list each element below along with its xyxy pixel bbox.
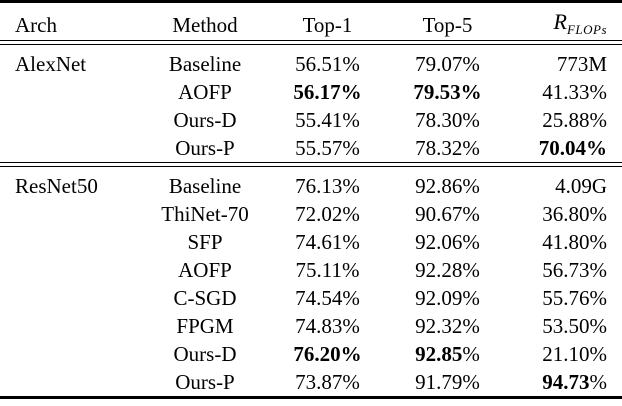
rflops-cell: 94.73% (542, 370, 607, 394)
method-cell: ThiNet-70 (161, 202, 249, 226)
top1-cell: 76.20% (293, 342, 362, 366)
rflops-cell: 53.50% (542, 314, 607, 338)
top5-cell: 91.79% (415, 370, 480, 394)
table-row (0, 134, 622, 162)
table-section-alexnet (0, 45, 622, 162)
method-cell: Ours-P (175, 370, 235, 394)
top5-cell: 78.30% (415, 108, 480, 132)
method-cell: FPGM (176, 314, 234, 338)
method-cell: SFP (187, 230, 223, 254)
header-top5: Top-5 (422, 13, 473, 38)
table-row (0, 312, 622, 340)
method-cell: Ours-D (173, 108, 237, 132)
rflops-cell: 41.80% (542, 230, 607, 254)
rflops-cell: 70.04% (538, 136, 607, 160)
rflops-cell: 21.10% (542, 342, 607, 366)
top5-cell: 92.09% (415, 286, 480, 310)
top5-cell: 90.67% (415, 202, 480, 226)
table-row (0, 106, 622, 134)
table-row (0, 256, 622, 284)
top5-cell: 78.32% (415, 136, 480, 160)
arch-cell: AlexNet (15, 52, 87, 76)
table-row (0, 284, 622, 312)
top1-cell: 75.11% (295, 258, 360, 282)
top1-cell: 73.87% (295, 370, 360, 394)
header-arch: Arch (15, 13, 57, 38)
top1-cell: 74.54% (295, 286, 360, 310)
table-row (0, 50, 622, 78)
top5-cell: 92.86% (415, 174, 480, 198)
rflops-cell: 25.88% (542, 108, 607, 132)
rflops-symbol: R (553, 9, 567, 34)
top1-cell: 76.13% (295, 174, 360, 198)
table-body (0, 45, 622, 396)
top1-cell: 55.57% (295, 136, 360, 160)
table-row (0, 200, 622, 228)
rflops-subscript: FLOPs (566, 22, 607, 38)
top5-cell: 92.06% (415, 230, 480, 254)
header-top1: Top-1 (302, 13, 353, 38)
method-cell: Ours-P (175, 136, 235, 160)
rflops-cell: 55.76% (542, 286, 607, 310)
top5-cell: 79.07% (415, 52, 480, 76)
method-cell: AOFP (178, 80, 232, 104)
top5-cell: 92.85% (415, 342, 480, 366)
method-cell: Ours-D (173, 342, 237, 366)
top1-cell: 72.02% (295, 202, 360, 226)
table-row (0, 78, 622, 106)
rflops-cell: 56.73% (542, 258, 607, 282)
table-row (0, 340, 622, 368)
rflops-cell: 36.80% (542, 202, 607, 226)
top1-cell: 74.61% (295, 230, 360, 254)
table-section-resnet50 (0, 167, 622, 396)
method-cell: AOFP (178, 258, 232, 282)
method-cell: Baseline (168, 52, 242, 76)
rflops-cell: 773M (556, 52, 607, 76)
table-bottom-rule (0, 396, 622, 399)
table-row (0, 368, 622, 396)
top1-cell: 56.51% (295, 52, 360, 76)
top5-cell: 92.32% (415, 314, 480, 338)
top1-cell: 74.83% (295, 314, 360, 338)
table-row (0, 228, 622, 256)
header-rflops (505, 3, 622, 48)
rflops-cell: 41.33% (542, 80, 607, 104)
arch-cell: ResNet50 (15, 174, 98, 198)
rflops-cell: 4.09G (555, 174, 607, 198)
table-header-row (0, 3, 622, 40)
method-cell: C-SGD (173, 286, 237, 310)
top5-cell: 79.53% (413, 80, 482, 104)
method-cell: Baseline (168, 174, 242, 198)
top1-cell: 55.41% (295, 108, 360, 132)
top1-cell: 56.17% (293, 80, 362, 104)
table-row (0, 172, 622, 200)
header-method: Method (172, 13, 238, 38)
top5-cell: 92.28% (415, 258, 480, 282)
